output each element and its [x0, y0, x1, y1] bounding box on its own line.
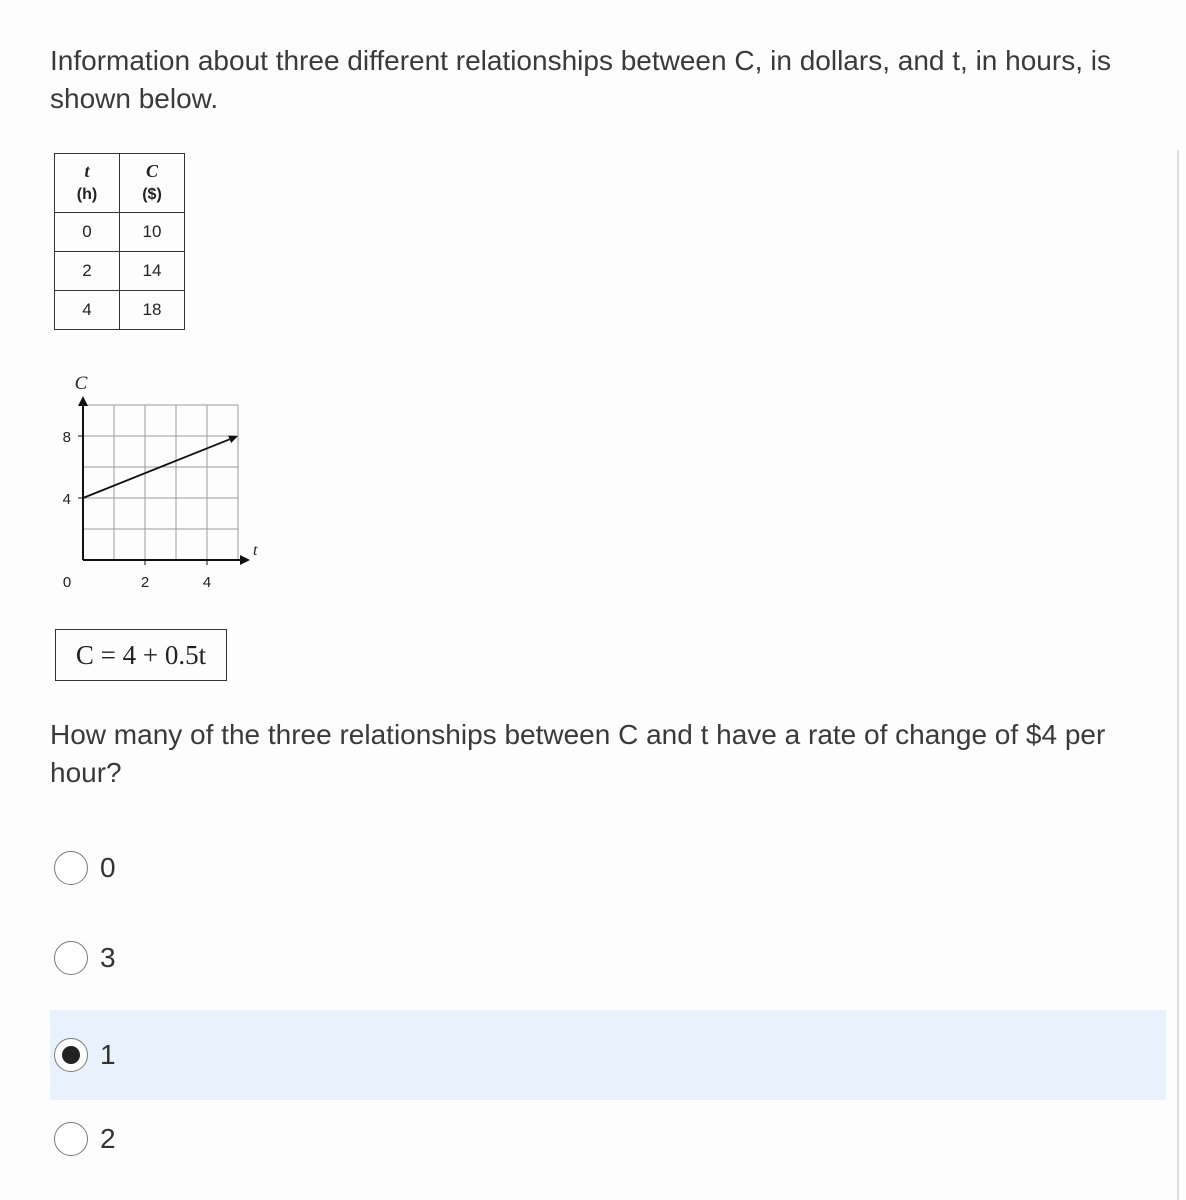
table-cell: 4	[55, 291, 120, 330]
chart-svg	[50, 368, 270, 598]
header-var-c: C	[145, 161, 158, 181]
table-cell: 18	[120, 291, 185, 330]
x-tick-label: 0	[62, 574, 72, 591]
table-row	[55, 252, 185, 291]
x-axis-arrow-icon	[240, 555, 250, 565]
table-header-t	[55, 154, 120, 213]
answer-choice-2[interactable]	[50, 1094, 1166, 1184]
table-cell: 10	[120, 213, 185, 252]
radio-dot	[62, 1046, 80, 1064]
table-header-c	[120, 154, 185, 213]
table-row	[55, 291, 185, 330]
radio-button[interactable]	[54, 941, 88, 975]
answer-choice-0[interactable]	[50, 823, 1166, 913]
answer-choice-3[interactable]	[50, 913, 1166, 1003]
table-cell: 2	[55, 252, 120, 291]
answer-choice-1[interactable]	[50, 1010, 1166, 1100]
header-var-t: t	[84, 161, 90, 181]
header-unit-c: ($)	[142, 186, 162, 203]
intro-text: Information about three different relationships between C, in dollars, and t, in hours, is shown below.	[50, 45, 1111, 114]
scrollbar-track	[1177, 150, 1179, 1200]
x-tick-label: 2	[140, 574, 150, 591]
values-table	[54, 153, 185, 330]
header-unit-t: (h)	[76, 186, 98, 203]
choice-label: 1	[100, 1039, 116, 1070]
y-axis-arrow-icon	[78, 396, 88, 406]
table-cell: 14	[120, 252, 185, 291]
y-tick-label: 4	[62, 491, 71, 508]
x-axis-label: t	[253, 542, 258, 559]
radio-button[interactable]	[54, 851, 88, 885]
line-graph	[50, 368, 270, 598]
table-row	[55, 213, 185, 252]
choice-label: 2	[100, 1123, 116, 1154]
question-text: How many of the three relationships between C and t have a rate of change of $4 per hour?	[50, 719, 1106, 788]
radio-button[interactable]	[54, 1122, 88, 1156]
equation-box: C = 4 + 0.5t	[55, 629, 227, 681]
radio-button-selected[interactable]	[54, 1038, 88, 1072]
series-line	[83, 439, 230, 498]
x-tick-label: 4	[202, 574, 212, 591]
y-axis-label: C	[74, 373, 88, 394]
table-header-row	[55, 154, 185, 213]
choice-label: 0	[100, 852, 116, 883]
choice-label: 3	[100, 942, 116, 973]
y-tick-label: 8	[62, 429, 71, 446]
table-cell: 0	[55, 213, 120, 252]
